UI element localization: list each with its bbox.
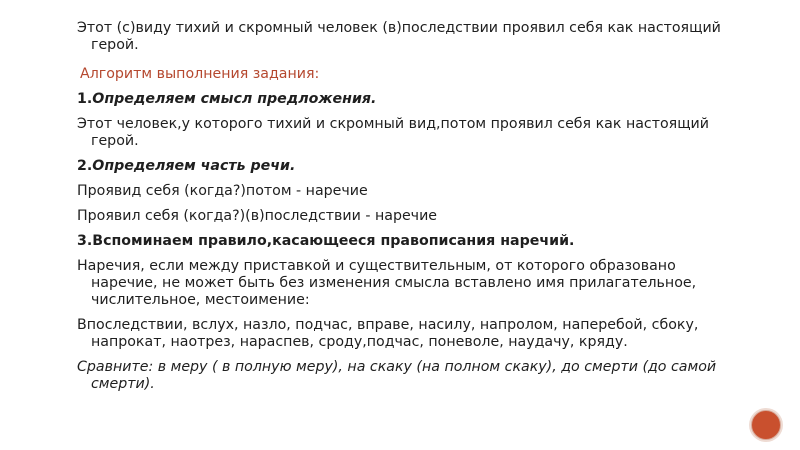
compare-paragraph bbox=[77, 359, 737, 393]
examples-text: Впоследствии, вслух, назло, подчас, вправе, насилу, напролом, наперебой, сбоку, напрокат, наотрез, нараспев, сроду,подчас, поневоле, наудачу, кряду. bbox=[77, 317, 699, 350]
algorithm-heading-text: Алгоритм выполнения задания: bbox=[80, 66, 320, 82]
step-2-number: 2. bbox=[77, 158, 93, 174]
step-3-heading bbox=[77, 233, 737, 250]
slide-number-badge bbox=[751, 410, 781, 440]
slide-content bbox=[77, 20, 737, 401]
part-of-speech-line-2 bbox=[77, 208, 737, 225]
part-of-speech-text-2: Проявил себя (когда?)(в)последствии - наречие bbox=[77, 208, 438, 224]
step-1-heading bbox=[77, 91, 737, 108]
example-sentence-text: Этот (с)виду тихий и скромный человек (в)последствии проявил себя как настоящий герой. bbox=[77, 20, 721, 53]
meaning-paragraph bbox=[77, 116, 737, 150]
step-2-heading bbox=[77, 158, 737, 175]
part-of-speech-text-1: Проявид себя (когда?)потом - наречие bbox=[77, 183, 368, 199]
step-3-title: 3.Вспоминаем правило,касающееся правописания наречий. bbox=[77, 233, 575, 249]
meaning-text: Этот человек,у которого тихий и скромный вид,потом проявил себя как настоящий герой. bbox=[77, 116, 710, 149]
rule-paragraph bbox=[77, 258, 737, 309]
examples-paragraph bbox=[77, 317, 737, 351]
step-1-number: 1. bbox=[77, 91, 93, 107]
part-of-speech-line-1 bbox=[77, 183, 737, 200]
compare-text: Сравните: в меру ( в полную меру), на скаку (на полном скаку), до смерти (до самой смерти). bbox=[77, 359, 717, 392]
step-1-title: Определяем смысл предложения. bbox=[92, 91, 377, 107]
step-2-title: Определяем часть речи. bbox=[92, 158, 296, 174]
example-sentence bbox=[77, 20, 737, 54]
algorithm-heading bbox=[77, 66, 737, 83]
rule-text: Наречия, если между приставкой и существительным, от которого образовано наречие, не может быть без изменения смысла вставлено имя прилагательное, числительное, местоимение: bbox=[77, 258, 697, 308]
